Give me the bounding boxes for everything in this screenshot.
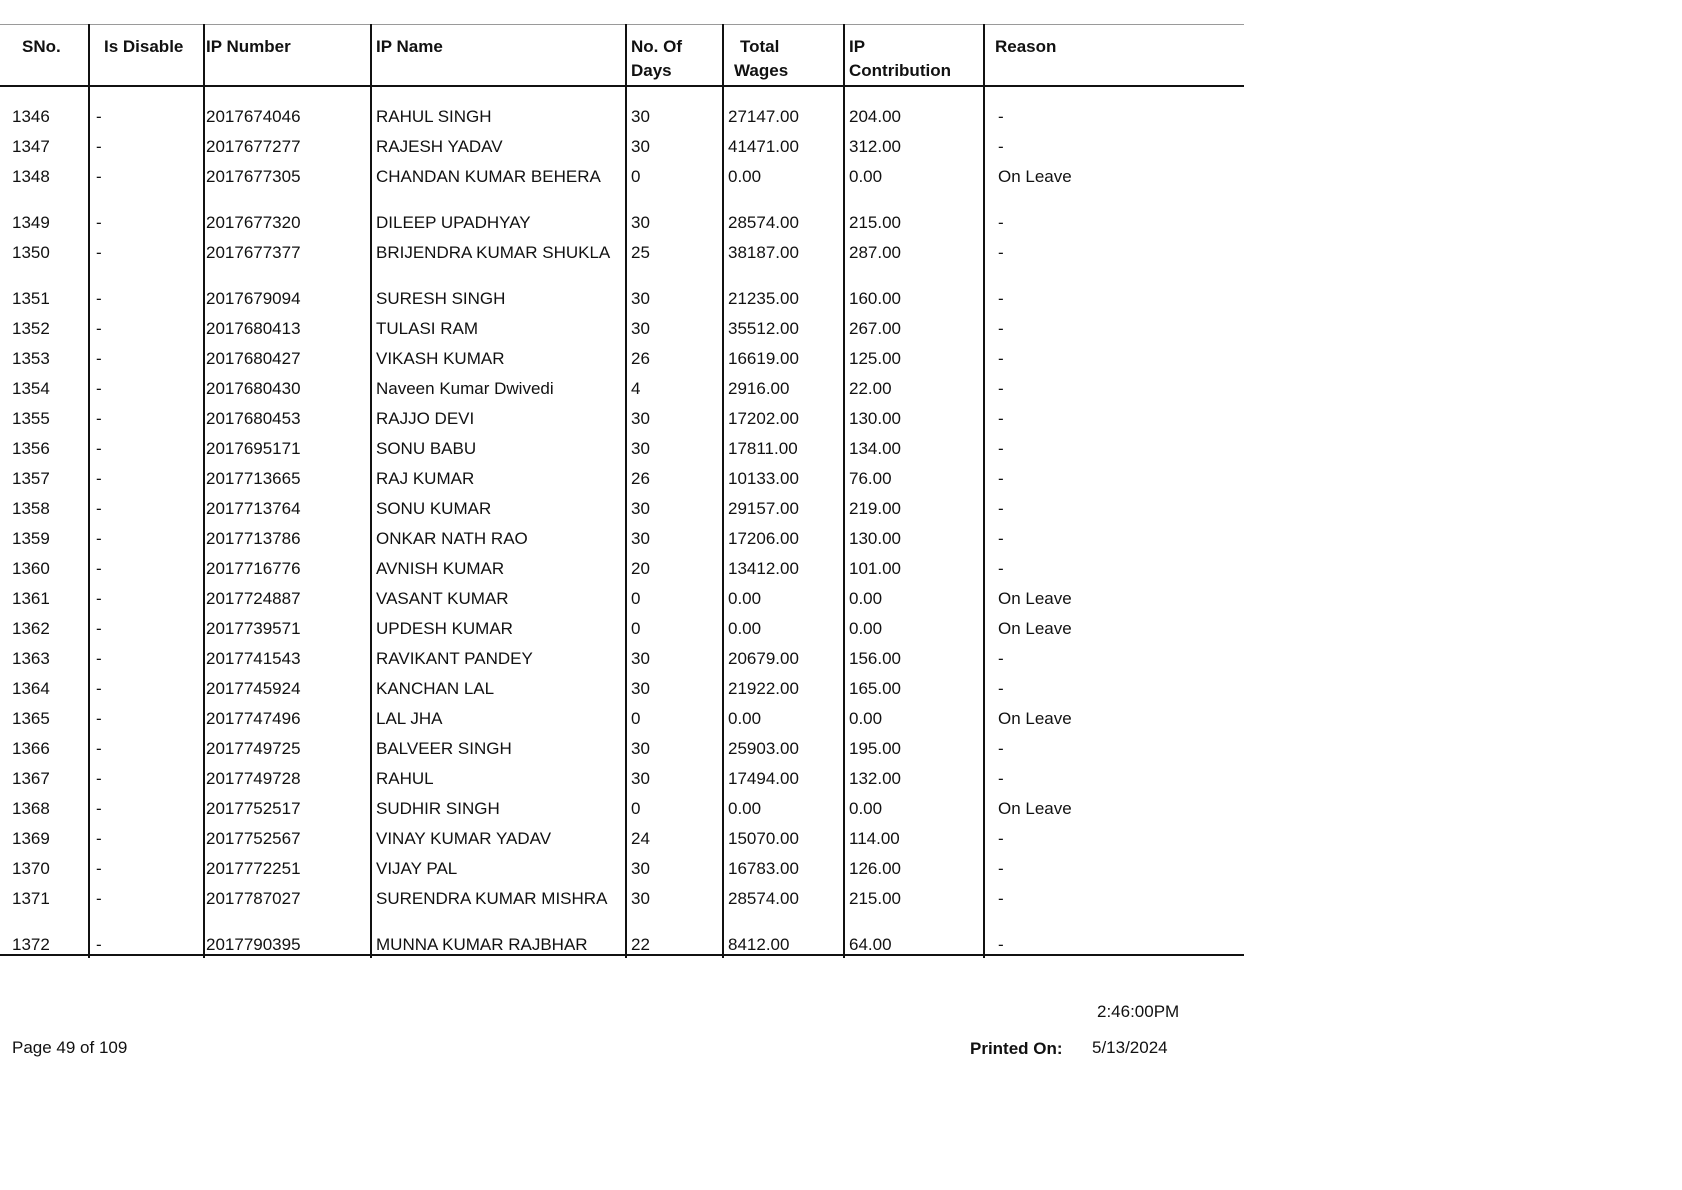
cell-total-wages: 28574.00 — [728, 889, 799, 908]
cell-total-wages: 16783.00 — [728, 859, 799, 878]
cell-total-wages: 8412.00 — [728, 935, 790, 954]
cell-ip-number: 2017680430 — [206, 379, 301, 398]
cell-sno: 1360 — [12, 559, 50, 578]
cell-reason: - — [998, 349, 1004, 368]
table-row — [0, 617, 1244, 647]
header-no-of-days — [631, 35, 682, 83]
cell-is-disable: - — [96, 243, 102, 262]
cell-reason: On Leave — [998, 589, 1072, 608]
header-sno: SNo. — [22, 37, 61, 56]
cell-ip-name: RAHUL — [376, 769, 434, 788]
table-row — [0, 377, 1244, 407]
cell-total-wages: 25903.00 — [728, 739, 799, 758]
cell-sno: 1363 — [12, 649, 50, 668]
cell-ip-number: 2017677277 — [206, 137, 301, 156]
cell-ip-number: 2017677377 — [206, 243, 301, 262]
cell-ip-number: 2017680413 — [206, 319, 301, 338]
cell-sno: 1355 — [12, 409, 50, 428]
cell-ip-name: ONKAR NATH RAO — [376, 529, 528, 548]
cell-ip-contribution: 0.00 — [849, 799, 883, 818]
cell-ip-name: RAJJO DEVI — [376, 409, 475, 428]
cell-reason: - — [998, 379, 1004, 398]
cell-is-disable: - — [96, 439, 102, 458]
cell-is-disable: - — [96, 649, 102, 668]
cell-ip-name: VINAY KUMAR YADAV — [376, 829, 552, 848]
cell-ip-name: RAHUL SINGH — [376, 107, 492, 126]
cell-ip-contribution: 219.00 — [849, 499, 901, 518]
cell-total-wages: 0.00 — [728, 799, 762, 818]
cell-no-of-days: 30 — [631, 319, 650, 338]
cell-is-disable: - — [96, 167, 102, 186]
table-row — [0, 467, 1244, 497]
cell-ip-contribution: 101.00 — [849, 559, 901, 578]
cell-ip-name: MUNNA KUMAR RAJBHAR — [376, 935, 588, 954]
table-row — [0, 827, 1244, 857]
cell-ip-number: 2017790395 — [206, 935, 301, 954]
cell-ip-name: VIKASH KUMAR — [376, 349, 505, 368]
cell-total-wages: 17494.00 — [728, 769, 799, 788]
cell-is-disable: - — [96, 137, 102, 156]
table-row — [0, 497, 1244, 527]
cell-ip-contribution: 312.00 — [849, 137, 901, 156]
cell-is-disable: - — [96, 469, 102, 488]
cell-ip-number: 2017680427 — [206, 349, 301, 368]
cell-ip-contribution: 215.00 — [849, 889, 901, 908]
cell-reason: - — [998, 739, 1004, 758]
cell-total-wages: 17202.00 — [728, 409, 799, 428]
header-ip-number: IP Number — [206, 37, 291, 56]
cell-total-wages: 41471.00 — [728, 137, 799, 156]
cell-ip-number: 2017787027 — [206, 889, 301, 908]
table-bottom-rule — [0, 954, 1244, 956]
cell-no-of-days: 0 — [631, 589, 641, 608]
header-reason: Reason — [995, 37, 1057, 56]
cell-reason: - — [998, 137, 1004, 156]
cell-sno: 1369 — [12, 829, 50, 848]
cell-is-disable: - — [96, 799, 102, 818]
header-total-wages-line2: Wages — [734, 61, 789, 80]
cell-total-wages: 20679.00 — [728, 649, 799, 668]
cell-ip-contribution: 126.00 — [849, 859, 901, 878]
cell-sno: 1348 — [12, 167, 50, 186]
cell-sno: 1370 — [12, 859, 50, 878]
cell-reason: - — [998, 829, 1004, 848]
printed-on-label: Printed On: — [970, 1039, 1063, 1058]
cell-ip-name: SUDHIR SINGH — [376, 799, 500, 818]
table-row — [0, 933, 1244, 963]
cell-is-disable: - — [96, 213, 102, 232]
cell-ip-number: 2017752567 — [206, 829, 301, 848]
cell-no-of-days: 30 — [631, 137, 650, 156]
cell-ip-contribution: 0.00 — [849, 709, 883, 728]
cell-ip-name: Naveen Kumar Dwivedi — [376, 379, 554, 398]
cell-sno: 1354 — [12, 379, 50, 398]
cell-ip-number: 2017713764 — [206, 499, 301, 518]
cell-ip-name: SONU BABU — [376, 439, 477, 458]
cell-ip-contribution: 132.00 — [849, 769, 901, 788]
cell-ip-contribution: 130.00 — [849, 529, 901, 548]
cell-is-disable: - — [96, 559, 102, 578]
cell-reason: - — [998, 243, 1004, 262]
cell-reason: - — [998, 649, 1004, 668]
cell-ip-contribution: 215.00 — [849, 213, 901, 232]
cell-ip-name: VASANT KUMAR — [376, 589, 509, 608]
table-row — [0, 287, 1244, 317]
header-bottom-rule — [0, 85, 1244, 87]
cell-ip-contribution: 156.00 — [849, 649, 901, 668]
table-row — [0, 707, 1244, 737]
cell-ip-name: RAJESH YADAV — [376, 137, 503, 156]
cell-is-disable: - — [96, 589, 102, 608]
cell-ip-name: SURESH SINGH — [376, 289, 506, 308]
cell-ip-contribution: 76.00 — [849, 469, 892, 488]
cell-ip-number: 2017752517 — [206, 799, 301, 818]
cell-is-disable: - — [96, 739, 102, 758]
cell-is-disable: - — [96, 829, 102, 848]
cell-ip-name: SURENDRA KUMAR MISHRA — [376, 889, 608, 908]
cell-ip-name: LAL JHA — [376, 709, 443, 728]
cell-reason: - — [998, 213, 1004, 232]
cell-ip-name: BRIJENDRA KUMAR SHUKLA — [376, 243, 611, 262]
cell-ip-name: SONU KUMAR — [376, 499, 492, 518]
cell-ip-name: RAJ KUMAR — [376, 469, 475, 488]
cell-no-of-days: 30 — [631, 107, 650, 126]
cell-no-of-days: 26 — [631, 469, 650, 488]
cell-is-disable: - — [96, 379, 102, 398]
cell-sno: 1367 — [12, 769, 50, 788]
cell-reason: - — [998, 859, 1004, 878]
cell-ip-number: 2017677320 — [206, 213, 301, 232]
cell-total-wages: 0.00 — [728, 619, 762, 638]
table-row — [0, 437, 1244, 467]
cell-reason: - — [998, 319, 1004, 338]
cell-no-of-days: 25 — [631, 243, 650, 262]
cell-reason: - — [998, 409, 1004, 428]
cell-total-wages: 10133.00 — [728, 469, 799, 488]
cell-no-of-days: 0 — [631, 167, 641, 186]
cell-ip-number: 2017695171 — [206, 439, 301, 458]
cell-total-wages: 21235.00 — [728, 289, 799, 308]
cell-no-of-days: 30 — [631, 499, 650, 518]
header-ip-contribution-line2: Contribution — [849, 61, 951, 80]
cell-no-of-days: 30 — [631, 679, 650, 698]
cell-sno: 1346 — [12, 107, 50, 126]
cell-is-disable: - — [96, 107, 102, 126]
table-row — [0, 105, 1244, 135]
cell-no-of-days: 30 — [631, 889, 650, 908]
cell-is-disable: - — [96, 529, 102, 548]
cell-ip-number: 2017749728 — [206, 769, 301, 788]
cell-is-disable: - — [96, 679, 102, 698]
cell-ip-name: RAVIKANT PANDEY — [376, 649, 533, 668]
cell-is-disable: - — [96, 935, 102, 954]
cell-sno: 1350 — [12, 243, 50, 262]
table-row — [0, 557, 1244, 587]
cell-no-of-days: 22 — [631, 935, 650, 954]
cell-no-of-days: 30 — [631, 289, 650, 308]
cell-ip-contribution: 287.00 — [849, 243, 901, 262]
cell-ip-number: 2017680453 — [206, 409, 301, 428]
header-no-of-days-line2: Days — [631, 61, 672, 80]
table-row — [0, 797, 1244, 827]
table-row — [0, 677, 1244, 707]
cell-ip-contribution: 0.00 — [849, 589, 883, 608]
cell-sno: 1368 — [12, 799, 50, 818]
cell-no-of-days: 24 — [631, 829, 650, 848]
cell-no-of-days: 30 — [631, 769, 650, 788]
cell-ip-number: 2017747496 — [206, 709, 301, 728]
cell-ip-name: CHANDAN KUMAR BEHERA — [376, 167, 601, 186]
table-row — [0, 767, 1244, 797]
cell-total-wages: 38187.00 — [728, 243, 799, 262]
cell-sno: 1353 — [12, 349, 50, 368]
cell-sno: 1359 — [12, 529, 50, 548]
cell-ip-number: 2017713786 — [206, 529, 301, 548]
cell-ip-name: AVNISH KUMAR — [376, 559, 505, 578]
cell-ip-name: UPDESH KUMAR — [376, 619, 513, 638]
cell-sno: 1351 — [12, 289, 50, 308]
cell-ip-contribution: 134.00 — [849, 439, 901, 458]
header-ip-contribution — [849, 35, 951, 83]
cell-reason: - — [998, 679, 1004, 698]
cell-ip-name: VIJAY PAL — [376, 859, 458, 878]
cell-ip-number: 2017716776 — [206, 559, 301, 578]
cell-total-wages: 17811.00 — [728, 439, 798, 458]
cell-ip-contribution: 0.00 — [849, 619, 883, 638]
cell-sno: 1352 — [12, 319, 50, 338]
cell-total-wages: 29157.00 — [728, 499, 799, 518]
cell-reason: - — [998, 559, 1004, 578]
header-ip-name: IP Name — [376, 37, 443, 56]
cell-ip-contribution: 125.00 — [849, 349, 901, 368]
cell-sno: 1371 — [12, 889, 50, 908]
table-row — [0, 211, 1244, 241]
cell-reason: - — [998, 469, 1004, 488]
table-row — [0, 241, 1244, 287]
header-no-of-days-line1: No. Of — [631, 37, 682, 56]
cell-reason: - — [998, 439, 1004, 458]
cell-is-disable: - — [96, 859, 102, 878]
header-is-disable: Is Disable — [104, 37, 184, 56]
cell-sno: 1349 — [12, 213, 50, 232]
table-row — [0, 135, 1244, 165]
cell-total-wages: 0.00 — [728, 709, 762, 728]
cell-no-of-days: 30 — [631, 529, 650, 548]
cell-ip-name: BALVEER SINGH — [376, 739, 512, 758]
cell-ip-name: DILEEP UPADHYAY — [376, 213, 531, 232]
cell-reason: - — [998, 935, 1004, 954]
cell-no-of-days: 30 — [631, 439, 650, 458]
cell-ip-contribution: 160.00 — [849, 289, 901, 308]
cell-total-wages: 13412.00 — [728, 559, 799, 578]
table-row — [0, 887, 1244, 933]
cell-ip-contribution: 204.00 — [849, 107, 901, 126]
cell-ip-contribution: 165.00 — [849, 679, 901, 698]
cell-reason: - — [998, 889, 1004, 908]
cell-ip-contribution: 0.00 — [849, 167, 883, 186]
cell-sno: 1356 — [12, 439, 50, 458]
cell-reason: - — [998, 289, 1004, 308]
table-top-rule — [0, 24, 1244, 25]
table-row — [0, 857, 1244, 887]
cell-sno: 1347 — [12, 137, 50, 156]
cell-no-of-days: 30 — [631, 213, 650, 232]
header-total-wages — [734, 35, 789, 83]
cell-sno: 1358 — [12, 499, 50, 518]
cell-reason: - — [998, 107, 1004, 126]
cell-total-wages: 0.00 — [728, 589, 762, 608]
table-row — [0, 407, 1244, 437]
cell-ip-contribution: 22.00 — [849, 379, 892, 398]
cell-no-of-days: 0 — [631, 709, 641, 728]
table-row — [0, 165, 1244, 211]
cell-ip-number: 2017745924 — [206, 679, 301, 698]
cell-ip-contribution: 114.00 — [849, 829, 900, 848]
cell-ip-contribution: 130.00 — [849, 409, 901, 428]
cell-total-wages: 35512.00 — [728, 319, 799, 338]
cell-is-disable: - — [96, 409, 102, 428]
table-row — [0, 347, 1244, 377]
cell-reason: - — [998, 499, 1004, 518]
cell-is-disable: - — [96, 289, 102, 308]
cell-ip-contribution: 64.00 — [849, 935, 892, 954]
cell-ip-number: 2017674046 — [206, 107, 301, 126]
cell-ip-contribution: 267.00 — [849, 319, 901, 338]
cell-ip-number: 2017724887 — [206, 589, 301, 608]
table-body — [0, 105, 1244, 963]
table-row — [0, 647, 1244, 677]
cell-sno: 1366 — [12, 739, 50, 758]
cell-sno: 1365 — [12, 709, 50, 728]
cell-no-of-days: 30 — [631, 649, 650, 668]
cell-total-wages: 17206.00 — [728, 529, 799, 548]
cell-total-wages: 21922.00 — [728, 679, 799, 698]
printed-date: 5/13/2024 — [1092, 1038, 1168, 1057]
cell-total-wages: 15070.00 — [728, 829, 799, 848]
table-row — [0, 527, 1244, 557]
cell-total-wages: 0.00 — [728, 167, 762, 186]
cell-no-of-days: 26 — [631, 349, 650, 368]
cell-ip-number: 2017739571 — [206, 619, 301, 638]
cell-is-disable: - — [96, 319, 102, 338]
cell-ip-name: KANCHAN LAL — [376, 679, 495, 698]
cell-total-wages: 16619.00 — [728, 349, 799, 368]
header-total-wages-line1: Total — [740, 37, 780, 56]
cell-is-disable: - — [96, 499, 102, 518]
cell-no-of-days: 30 — [631, 859, 650, 878]
table-row — [0, 317, 1244, 347]
cell-ip-number: 2017677305 — [206, 167, 301, 186]
cell-no-of-days: 0 — [631, 619, 641, 638]
cell-reason: - — [998, 769, 1004, 788]
cell-sno: 1361 — [12, 589, 50, 608]
cell-reason: On Leave — [998, 709, 1072, 728]
cell-no-of-days: 30 — [631, 409, 650, 428]
cell-ip-number: 2017679094 — [206, 289, 301, 308]
cell-ip-name: TULASI RAM — [376, 319, 479, 338]
cell-reason: On Leave — [998, 619, 1072, 638]
cell-sno: 1372 — [12, 935, 50, 954]
cell-total-wages: 28574.00 — [728, 213, 799, 232]
cell-ip-number: 2017741543 — [206, 649, 301, 668]
cell-is-disable: - — [96, 769, 102, 788]
page-number: Page 49 of 109 — [12, 1038, 128, 1057]
cell-ip-number: 2017749725 — [206, 739, 301, 758]
cell-reason: On Leave — [998, 167, 1072, 186]
cell-is-disable: - — [96, 619, 102, 638]
cell-total-wages: 27147.00 — [728, 107, 799, 126]
cell-is-disable: - — [96, 889, 102, 908]
cell-is-disable: - — [96, 349, 102, 368]
header-ip-contribution-line1: IP — [849, 37, 866, 56]
cell-total-wages: 2916.00 — [728, 379, 790, 398]
table-row — [0, 737, 1244, 767]
cell-no-of-days: 4 — [631, 379, 641, 398]
cell-ip-number: 2017772251 — [206, 859, 301, 878]
table-row — [0, 587, 1244, 617]
cell-sno: 1364 — [12, 679, 50, 698]
cell-no-of-days: 20 — [631, 559, 650, 578]
cell-reason: On Leave — [998, 799, 1072, 818]
cell-ip-number: 2017713665 — [206, 469, 301, 488]
printed-time: 2:46:00PM — [1097, 1002, 1180, 1021]
cell-sno: 1362 — [12, 619, 50, 638]
cell-no-of-days: 30 — [631, 739, 650, 758]
cell-no-of-days: 0 — [631, 799, 641, 818]
cell-sno: 1357 — [12, 469, 50, 488]
cell-reason: - — [998, 529, 1004, 548]
cell-ip-contribution: 195.00 — [849, 739, 901, 758]
cell-is-disable: - — [96, 709, 102, 728]
